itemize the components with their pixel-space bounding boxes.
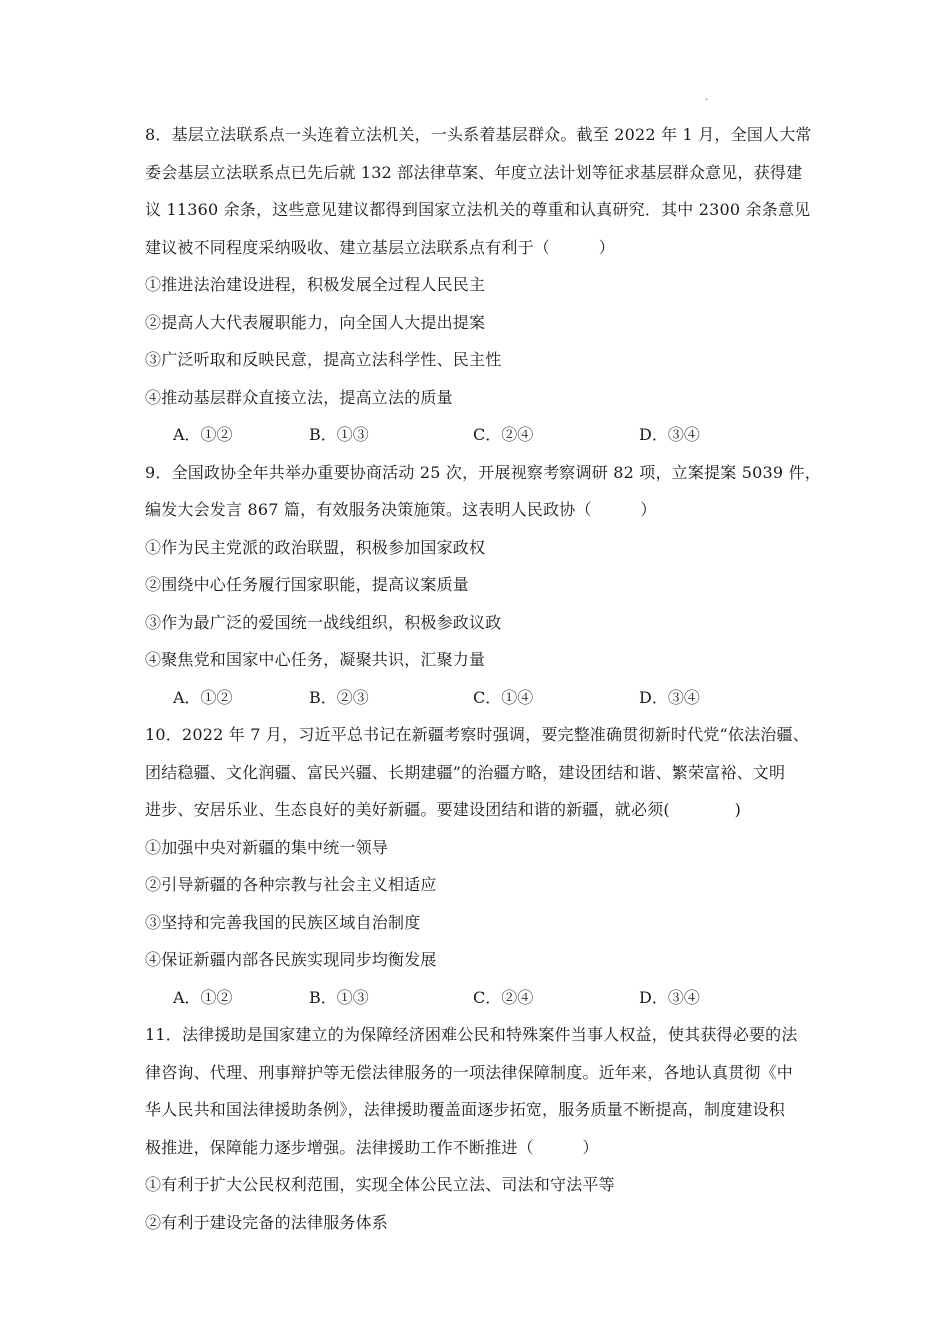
option-a[interactable]: A．①② <box>173 987 233 1007</box>
option-d[interactable]: D．③④ <box>639 687 700 707</box>
question-stem-line: 委会基层立法联系点已先后就 132 部法律草案、年度立法计划等征求基层群众意见，获得建 <box>145 162 803 182</box>
question-stem-line: 议 11360 余条，这些意见建议都得到国家立法机关的尊重和认真研究．其中 2300 余条意见 <box>145 200 811 219</box>
option-c[interactable]: C．②④ <box>473 987 534 1007</box>
option-d[interactable]: D．③④ <box>639 987 700 1007</box>
option-a[interactable]: A．①② <box>173 425 233 444</box>
question-8 <box>145 116 810 454</box>
option-b[interactable]: B．②③ <box>309 687 369 707</box>
question-stem-line: 8．基层立法联系点一头连着立法机关，一头系着基层群众。截至 2022 年 1 月，全国人大常 <box>145 125 812 144</box>
answer-options <box>145 416 810 454</box>
statement-4: ④保证新疆内部各民族实现同步均衡发展 <box>145 950 437 969</box>
question-9 <box>145 454 821 717</box>
statement-2: ②引导新疆的各种宗教与社会主义相适应 <box>145 875 437 894</box>
statement-3: ③广泛听取和反映民意，提高立法科学性、民主性 <box>145 350 502 369</box>
question-stem-line: 建议被不同程度采纳吸收、建立基层立法联系点有利于（ ） <box>145 237 615 257</box>
statement-2: ②围绕中心任务履行国家职能，提高议案质量 <box>145 575 470 594</box>
question-stem-line: 进步、安居乐业、生态良好的美好新疆。要建设团结和谐的新疆，就必须( ) <box>145 800 742 819</box>
question-stem-line: 极推进，保障能力逐步增强。法律援助工作不断推进（ ） <box>145 1137 599 1157</box>
option-b[interactable]: B．①③ <box>309 987 369 1007</box>
option-a[interactable]: A．①② <box>173 687 233 707</box>
answer-options <box>145 979 810 1017</box>
question-stem-line: 10．2022 年 7 月，习近平总书记在新疆考察时强调，要完整准确贯彻新时代党“依法治疆、 <box>145 725 809 744</box>
question-stem-line: 律咨询、代理、刑事辩护等无偿法律服务的一项法律保障制度。近年来，各地认真贯彻《中 <box>145 1062 794 1082</box>
option-d[interactable]: D．③④ <box>639 425 700 444</box>
question-11 <box>145 1016 810 1241</box>
statement-2: ②有利于建设完备的法律服务体系 <box>145 1212 389 1232</box>
statement-2: ②提高人大代表履职能力，向全国人大提出提案 <box>145 312 486 332</box>
question-stem-line: 9．全国政协全年共举办重要协商活动 25 次，开展视察考察调研 82 项，立案提案 5039 件， <box>145 462 821 482</box>
statement-3: ③坚持和完善我国的民族区域自治制度 <box>145 912 421 932</box>
question-stem-line: 团结稳疆、文化润疆、富民兴疆、长期建疆”的治疆方略，建设团结和谐、繁荣富裕、文明 <box>145 762 786 782</box>
question-stem-line: 编发大会发言 867 篇，有效服务决策施策。这表明人民政协（ ） <box>145 500 657 519</box>
header-dot: . <box>705 92 709 103</box>
question-10 <box>145 716 810 1016</box>
statement-1: ①作为民主党派的政治联盟，积极参加国家政权 <box>145 537 486 557</box>
question-page <box>145 116 821 1241</box>
option-c[interactable]: C．①④ <box>473 687 534 707</box>
statement-3: ③作为最广泛的爱国统一战线组织，积极参政议政 <box>145 612 502 632</box>
statement-4: ④推动基层群众直接立法，提高立法的质量 <box>145 387 453 407</box>
statement-1: ①有利于扩大公民权利范围，实现全体公民立法、司法和守法平等 <box>145 1175 615 1194</box>
statement-1: ①加强中央对新疆的集中统一领导 <box>145 837 389 857</box>
option-c[interactable]: C．②④ <box>473 425 534 444</box>
statement-1: ①推进法治建设进程，积极发展全过程人民民主 <box>145 275 486 294</box>
answer-options <box>145 679 810 717</box>
option-b[interactable]: B．①③ <box>309 425 369 444</box>
question-stem-line: 华人民共和国法律援助条例》，法律援助覆盖面逐步拓宽，服务质量不断提高，制度建设积 <box>145 1100 786 1119</box>
statement-4: ④聚焦党和国家中心任务，凝聚共识，汇聚力量 <box>145 650 486 669</box>
question-stem-line: 11．法律援助是国家建立的为保障经济困难公民和特殊案件当事人权益，使其获得必要的法 <box>145 1025 798 1044</box>
